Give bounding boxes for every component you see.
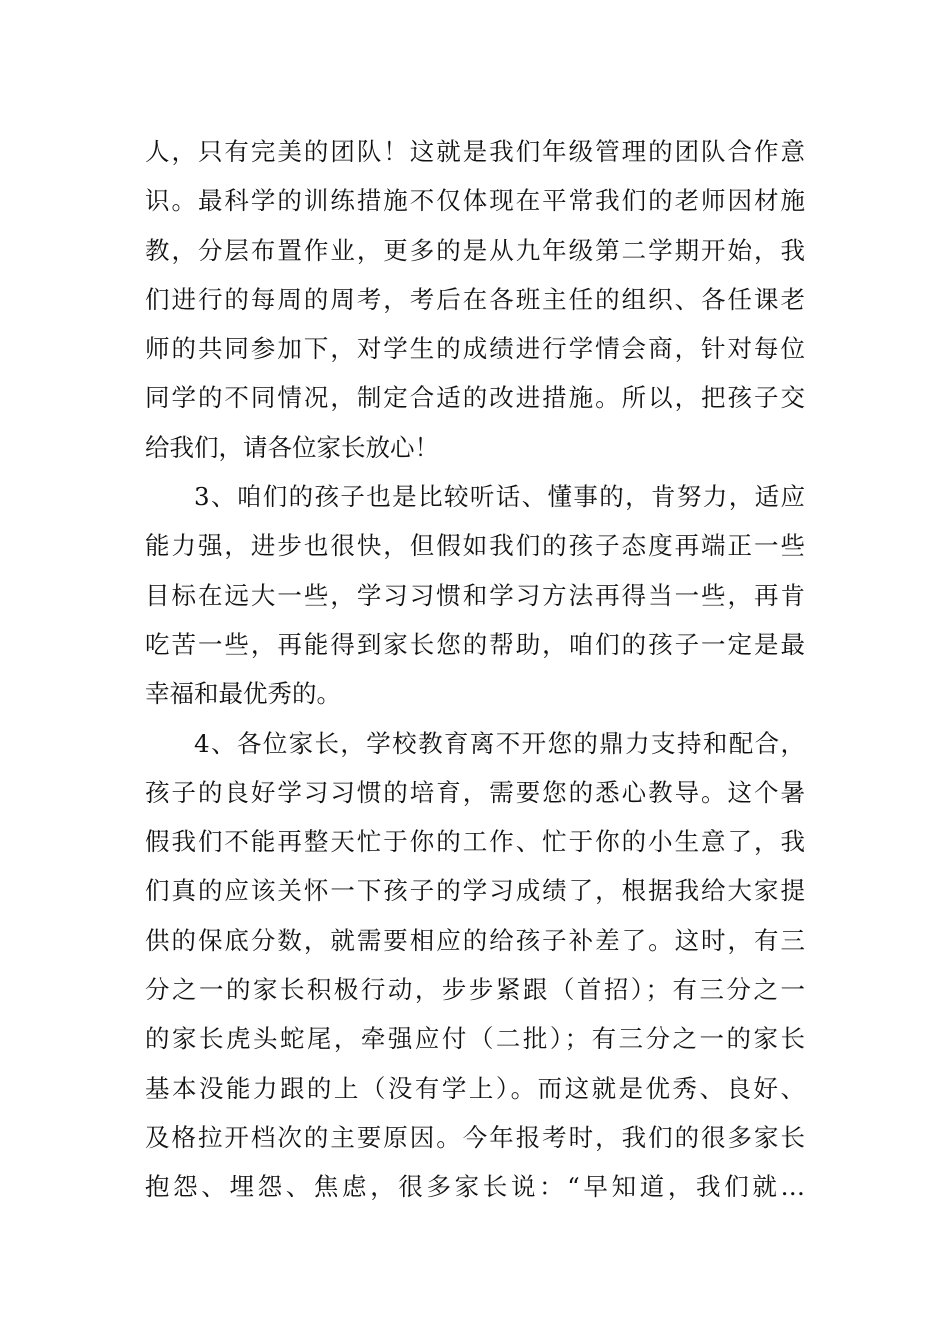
text-line: 分之一的家长积极行动，步步紧跟（首招）；有三分之一	[145, 975, 805, 1005]
text-line: 们真的应该关怀一下孩子的学习成绩了，根据我给大家提	[145, 876, 805, 906]
paragraph-end-line: 幸福和最优秀的。	[145, 679, 341, 709]
document-body	[145, 127, 805, 1212]
text-line: 同学的不同情况，制定合适的改进措施。所以，把孩子交	[145, 383, 805, 413]
text-line: 假我们不能再整天忙于你的工作、忙于你的小生意了，我	[145, 827, 805, 857]
text-line: 识。最科学的训练措施不仅体现在平常我们的老师因材施	[145, 186, 805, 216]
paragraph-start-line: 4、各位家长，学校教育离不开您的鼎力支持和配合，	[194, 728, 805, 758]
text-line: 孩子的良好学习习惯的培育，需要您的悉心教导。这个暑	[145, 777, 805, 807]
text-line: 吃苦一些，再能得到家长您的帮助，咱们的孩子一定是最	[145, 629, 805, 659]
text-line: 师的共同参加下，对学生的成绩进行学情会商，针对每位	[145, 334, 805, 364]
text-line: 教，分层布置作业，更多的是从九年级第二学期开始，我	[145, 235, 805, 265]
text-line: 基本没能力跟的上（没有学上）。而这就是优秀、良好、	[145, 1073, 805, 1103]
text-line: 抱怨、埋怨、焦虑，很多家长说：“早知道，我们就…	[145, 1172, 805, 1202]
text-line: 们进行的每周的周考，考后在各班主任的组织、各任课老	[145, 284, 805, 314]
text-line: 的家长虎头蛇尾，牵强应付（二批）；有三分之一的家长	[145, 1024, 805, 1054]
paragraph-start-line: 3、咱们的孩子也是比较听话、懂事的，肯努力，适应	[194, 482, 805, 512]
paragraph-end-line: 给我们，请各位家长放心！	[145, 432, 439, 462]
text-line: 能力强，进步也很快，但假如我们的孩子态度再端正一些	[145, 531, 805, 561]
text-line: 及格拉开档次的主要原因。今年报考时，我们的很多家长	[145, 1122, 805, 1152]
text-line: 人，只有完美的团队！这就是我们年级管理的团队合作意	[145, 137, 805, 166]
text-line: 目标在远大一些，学习习惯和学习方法再得当一些，再肯	[145, 580, 805, 610]
text-line: 供的保底分数，就需要相应的给孩子补差了。这时，有三	[145, 925, 805, 955]
